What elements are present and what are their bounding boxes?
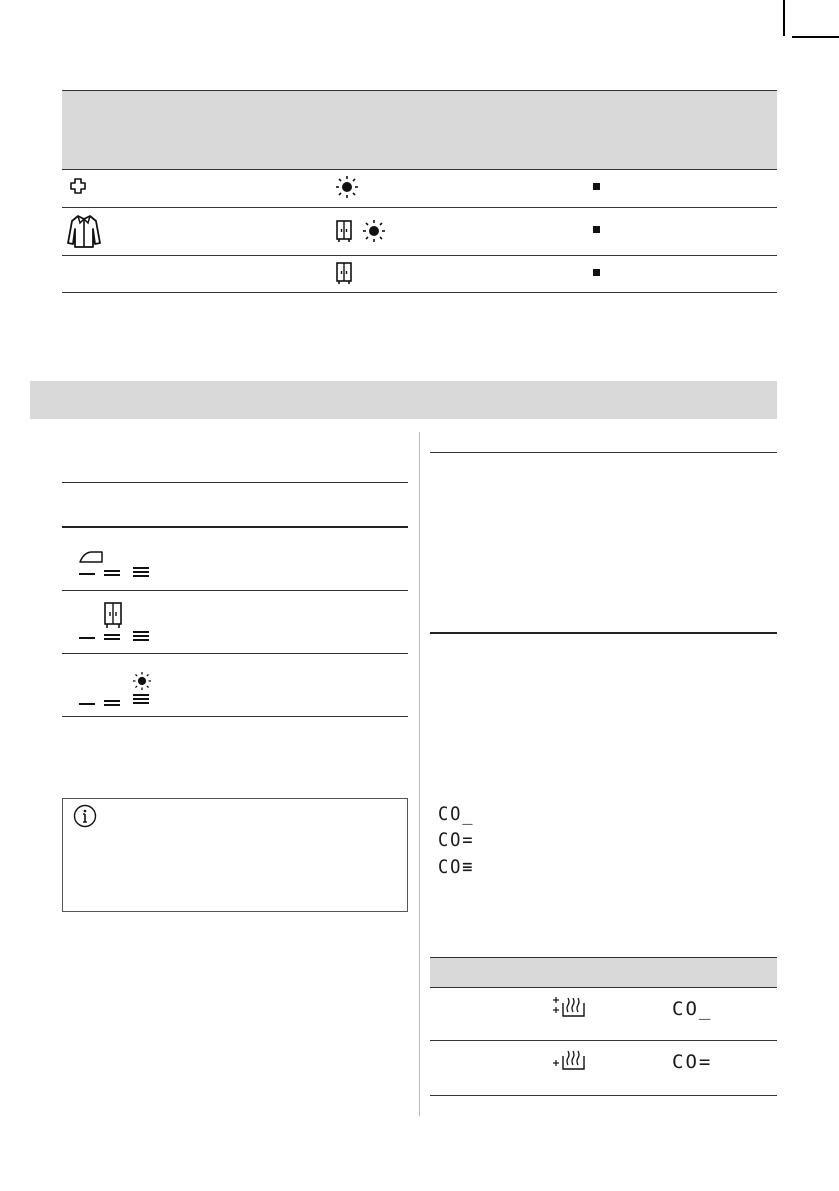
section-header-band — [30, 381, 777, 419]
crop-mark-vertical — [783, 0, 785, 36]
cupboard-dry-icon — [336, 262, 352, 284]
level-bar-3 — [133, 694, 149, 696]
cotton-flower-icon — [66, 176, 90, 200]
table-rule — [62, 653, 408, 654]
jacket-icon — [66, 213, 102, 249]
cupboard-dry-icon — [336, 220, 352, 242]
column-divider — [419, 432, 420, 1116]
display-code: CO= — [438, 829, 475, 851]
table-rule — [62, 482, 408, 483]
level-bar-1 — [79, 637, 95, 639]
right-rule — [430, 452, 777, 453]
level-bar-3 — [133, 702, 149, 704]
level-bar-2 — [104, 574, 120, 576]
top-table-rule — [62, 255, 777, 256]
iron-dry-icon — [78, 549, 104, 563]
level-bar-3 — [133, 567, 149, 569]
level-bar-3 — [133, 635, 149, 637]
table-rule — [62, 590, 408, 591]
top-table-header-row — [62, 90, 777, 123]
level-bar-2 — [104, 570, 120, 572]
sun-dry-icon — [336, 176, 358, 198]
bullet-square — [593, 226, 600, 233]
cupboard-dry-icon — [104, 602, 122, 628]
heat-display-code: CO_ — [672, 998, 713, 1020]
top-table-rule — [62, 207, 777, 208]
level-bar-3 — [133, 698, 149, 700]
sun-dry-icon — [363, 220, 385, 242]
right-rule-bold — [430, 632, 777, 634]
level-bar-2 — [104, 704, 120, 706]
level-bar-1 — [79, 573, 95, 575]
level-bar-3 — [133, 639, 149, 641]
heat-table-header — [430, 957, 777, 988]
top-table-subheader-row — [62, 122, 777, 170]
heat-table-rule — [430, 1040, 777, 1041]
heat-display-code: CO= — [672, 1051, 713, 1073]
heat-table-rule — [430, 1095, 777, 1096]
heat-plus-icon — [550, 1048, 586, 1072]
bullet-square — [593, 183, 600, 190]
level-bar-1 — [79, 703, 95, 705]
display-code: CO_ — [438, 803, 475, 825]
level-bar-2 — [104, 700, 120, 702]
heat-plus-plus-icon — [550, 995, 586, 1019]
top-table-rule — [62, 292, 777, 293]
level-bar-2 — [104, 634, 120, 636]
bullet-square — [593, 269, 600, 276]
info-box — [62, 798, 408, 912]
level-bar-3 — [133, 631, 149, 633]
info-icon — [73, 804, 97, 828]
crop-mark-horizontal — [792, 36, 839, 38]
sun-dry-icon — [133, 672, 151, 690]
table-header-rule — [62, 526, 408, 528]
display-code: CO≡ — [438, 856, 475, 878]
table-rule — [62, 716, 408, 717]
level-bar-3 — [133, 571, 149, 573]
level-bar-3 — [133, 575, 149, 577]
level-bar-2 — [104, 638, 120, 640]
